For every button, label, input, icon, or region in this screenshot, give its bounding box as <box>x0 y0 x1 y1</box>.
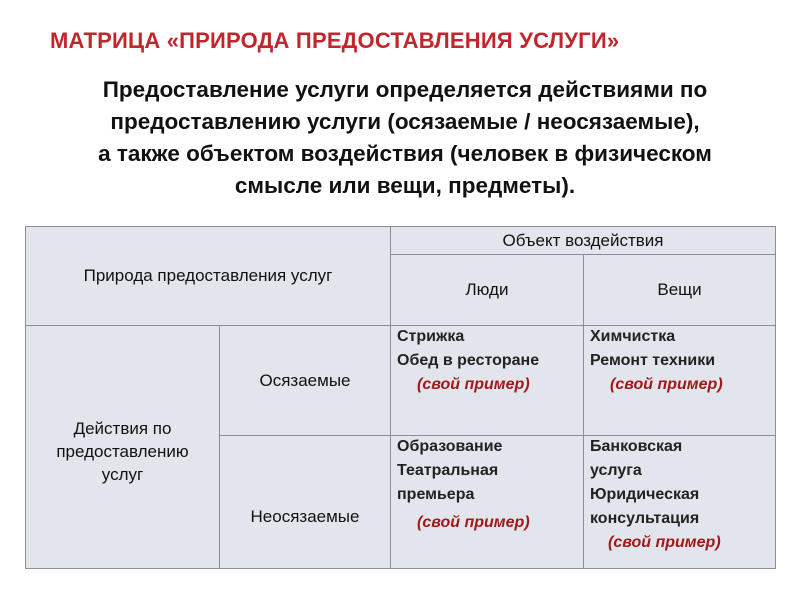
row-header-intangible-label: Неосязаемые <box>250 506 360 526</box>
column-header-people-label: Люди <box>465 280 509 299</box>
example-item: Театральная <box>397 462 499 479</box>
example-item: Стрижка <box>397 328 465 345</box>
cell-tangible-things <box>590 325 775 435</box>
row-group-header <box>26 326 219 568</box>
own-example-placeholder: (свой пример) <box>610 376 723 393</box>
column-header-things <box>584 255 775 325</box>
column-header-people <box>391 255 583 325</box>
column-header-things-label: Вещи <box>657 280 702 299</box>
row-group-label-line: Действия по <box>73 418 172 438</box>
row-group-label-line: предоставлению <box>56 441 189 461</box>
object-header-label: Объект воздействия <box>502 230 664 250</box>
service-matrix-table <box>25 226 776 569</box>
cell-tangible-people <box>397 325 583 435</box>
example-item: премьера <box>397 486 475 503</box>
own-example-placeholder: (свой пример) <box>417 376 530 393</box>
intro-line: предоставлению услуги (осязаемые / неосязаемые), <box>110 109 700 134</box>
own-example-placeholder: (свой пример) <box>417 514 530 531</box>
cell-intangible-people <box>397 435 583 568</box>
row-header-tangible <box>220 326 390 435</box>
row-group-label-line: услуг <box>101 464 144 484</box>
example-item: Юридическая <box>590 486 700 503</box>
example-item: Ремонт техники <box>590 352 716 369</box>
example-item: Банковская <box>590 438 683 455</box>
example-item: консультация <box>590 510 700 527</box>
intro-line: Предоставление услуги определяется действиями по <box>102 77 708 102</box>
intro-line: а также объектом воздействия (человек в физическом <box>98 141 712 166</box>
row-header-tangible-label: Осязаемые <box>259 371 351 390</box>
example-item: Химчистка <box>590 328 676 345</box>
example-item: Образование <box>397 438 503 455</box>
intro-line: смысле или вещи, предметы). <box>234 173 576 198</box>
cell-intangible-things <box>590 435 775 568</box>
intro-paragraph <box>30 74 780 202</box>
own-example-placeholder: (свой пример) <box>608 534 721 551</box>
example-item: Обед в ресторане <box>397 352 540 369</box>
slide-title: МАТРИЦА «ПРИРОДА ПРЕДОСТАВЛЕНИЯ УСЛУГИ» <box>50 28 620 53</box>
corner-header <box>26 227 390 325</box>
example-item: услуга <box>590 462 642 479</box>
corner-header-label: Природа предоставления услуг <box>83 266 333 285</box>
row-header-intangible <box>220 436 390 568</box>
object-header <box>391 227 775 254</box>
